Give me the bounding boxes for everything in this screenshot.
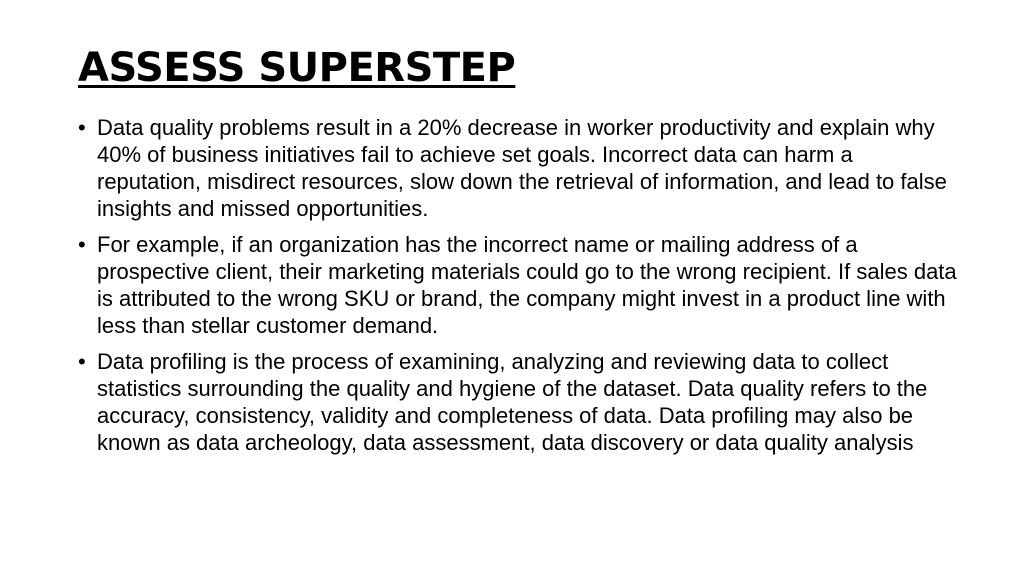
bullet-list: [78, 114, 958, 465]
slide-title: ASSESS SUPERSTEP: [78, 45, 516, 91]
bullet-dot-icon: •: [78, 115, 86, 140]
bullet-dot-icon: •: [78, 349, 86, 374]
bullet-text: Data profiling is the process of examining, analyzing and reviewing data to collect statistics surrounding the quality and hygiene of the dataset. Data quality refers to the accuracy, consistency, validity and completeness of data. Data profiling may also be known as data archeology, data assessment, data discovery or data quality analysis: [97, 349, 928, 455]
bullet-item: [78, 231, 958, 339]
bullet-dot-icon: •: [78, 232, 86, 257]
bullet-text: Data quality problems result in a 20% decrease in worker productivity and explain why 40% of business initiatives fail to achieve set goals. Incorrect data can harm a reputation, misdirect resources, slow down the retrieval of information, and lead to false insights and missed opportunities.: [97, 115, 947, 221]
bullet-text: For example, if an organization has the incorrect name or mailing address of a prospective client, their marketing materials could go to the wrong recipient. If sales data is attributed to the wrong SKU or brand, the company might invest in a product line with less than stellar customer demand.: [97, 232, 957, 338]
bullet-item: [78, 348, 958, 456]
bullet-item: [78, 114, 958, 222]
